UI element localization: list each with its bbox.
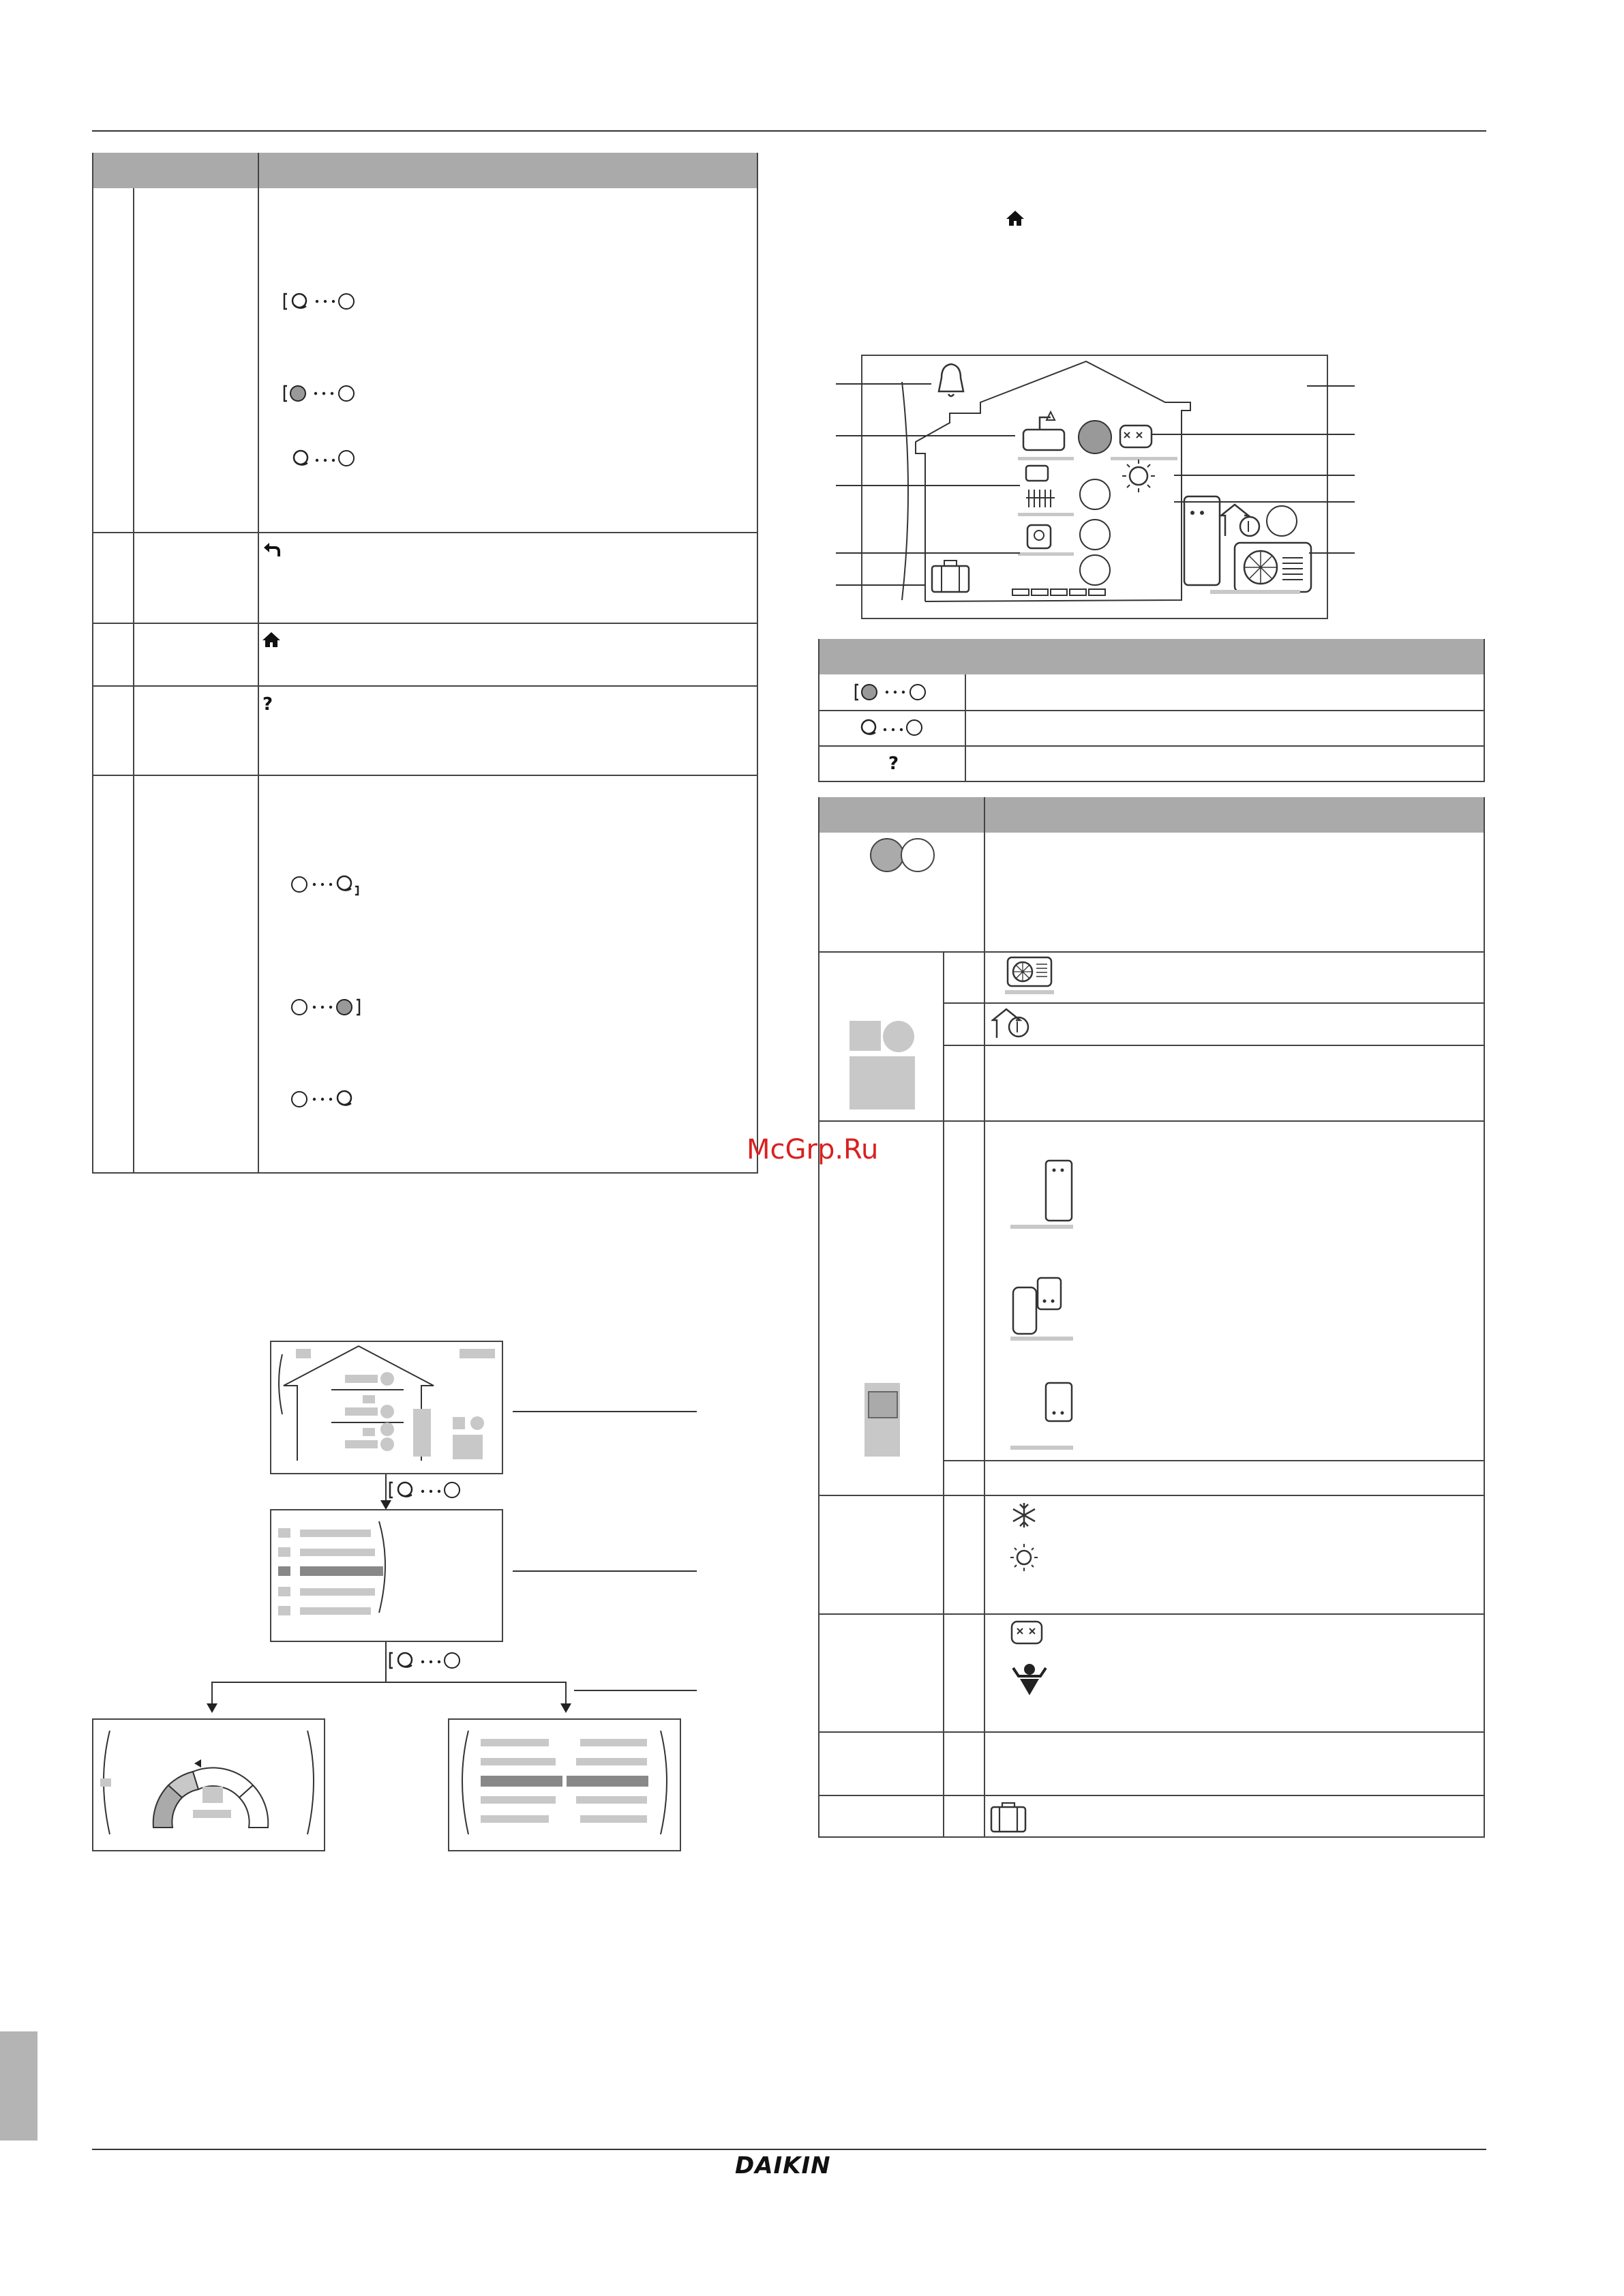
home-screen-art [861, 355, 1328, 619]
home-icon [261, 631, 282, 648]
two-circles-icon [869, 837, 937, 874]
outdoor-unit-icon [1005, 955, 1054, 996]
svg-text:?: ? [888, 754, 899, 773]
home-thumbnail-art [270, 1341, 503, 1474]
knob-turn-left-icon [389, 1649, 464, 1672]
help-icon [887, 753, 903, 773]
knob-turn-left-icon [858, 716, 926, 739]
tank-unit-icon [1184, 496, 1220, 585]
list-thumbnail-art [448, 1718, 681, 1851]
knob-rotate-right-icon [290, 873, 365, 896]
briefcase-icon [990, 1800, 1028, 1833]
tank-wall-unit-icon [1010, 1274, 1073, 1342]
house-thermometer-icon [991, 1007, 1035, 1041]
briefcase-icon [932, 561, 969, 592]
back-arrow-icon [261, 540, 282, 559]
legend-table-header [818, 639, 1485, 674]
outdoor-unit-icon [1235, 543, 1311, 592]
thermostat-icon [1026, 466, 1048, 481]
sun-icon [1122, 460, 1155, 492]
help-icon [261, 694, 277, 714]
shower-tank-icon [1023, 412, 1064, 450]
knob-turn-left-icon [389, 1478, 464, 1502]
outdoor-block-panel [849, 1056, 915, 1109]
person-alert-icon [1009, 1661, 1050, 1699]
radiator-icon [1026, 490, 1055, 507]
top-rule [92, 130, 1486, 132]
menu-thumbnail-art [270, 1509, 503, 1642]
snowflake-icon [1009, 1500, 1039, 1530]
outdoor-block-square [849, 1021, 881, 1051]
sun-icon [1009, 1542, 1039, 1572]
watermark: McGrp.Ru [747, 1134, 879, 1165]
knob-press-right-icon [290, 996, 365, 1019]
footer-rule [92, 2149, 1486, 2150]
dial-thumbnail-art [92, 1718, 325, 1851]
knob-turn-right-icon [290, 1088, 365, 1111]
controls-table-header [92, 153, 758, 188]
side-tab [0, 2031, 37, 2141]
tank-block [864, 1383, 900, 1457]
error-icon [1120, 426, 1152, 447]
house-thermometer-icon [1221, 505, 1259, 536]
error-icon [1009, 1619, 1044, 1648]
bell-icon [939, 364, 963, 396]
symbol-table-header [818, 797, 1485, 833]
daikin-logo: DAIKIN [735, 2152, 831, 2179]
knob-press-left-icon [283, 382, 358, 405]
svg-text:?: ? [262, 694, 273, 714]
knob-rotate-left-icon [283, 290, 358, 313]
home-icon [1005, 209, 1025, 227]
controller-icon [1027, 525, 1051, 548]
outdoor-block-circle [882, 1020, 915, 1053]
wall-unit-icon [1010, 1380, 1073, 1451]
knob-turn-left-icon [290, 447, 358, 470]
floor-tank-icon [1010, 1159, 1073, 1230]
knob-press-left-icon [854, 681, 929, 704]
